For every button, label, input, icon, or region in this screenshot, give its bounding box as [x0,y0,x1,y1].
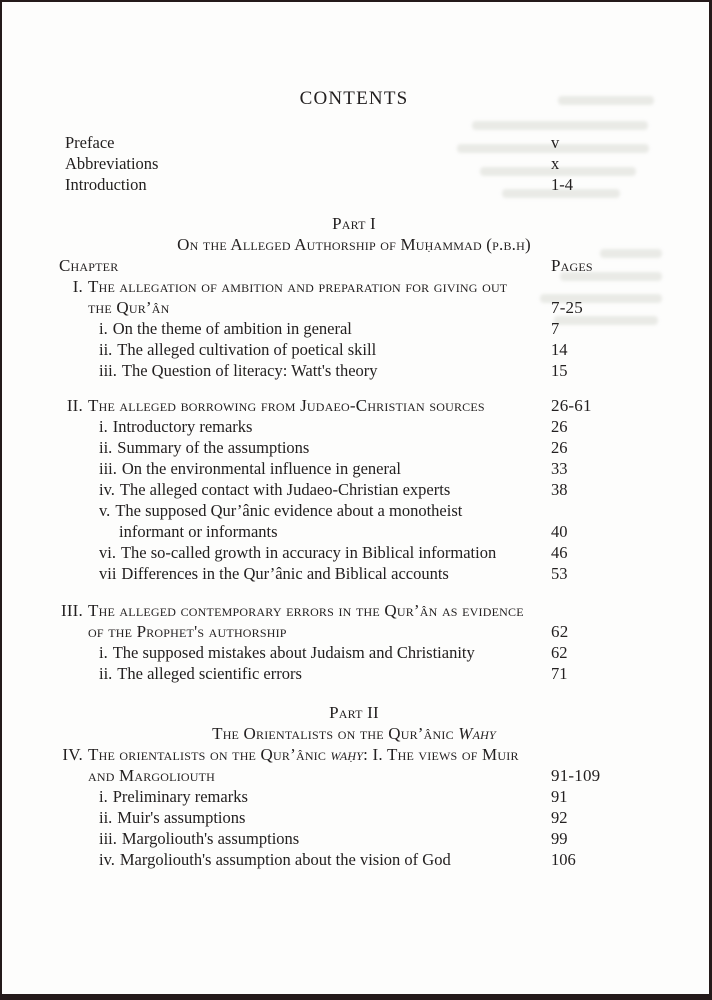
entry-label: Introduction [65,175,147,194]
chapter-title-continuation [59,297,649,318]
chapter-3-section [59,600,649,684]
item-page: 91 [551,787,568,806]
item-label: The Question of literacy: Watt's theory [121,361,378,380]
item-page: 46 [551,543,568,562]
item-label: The supposed mistakes about Judaism and Christianity [112,643,475,662]
toc-item [59,542,649,563]
page-title: CONTENTS [299,88,409,109]
item-label: Margoliouth's assumption about the vision of God [119,850,451,869]
toc-item [59,663,649,684]
chapter-pages: 62 [551,622,569,641]
toc-item-continuation [59,521,649,542]
item-page: 71 [551,664,568,683]
chapter-pages: 91-109 [551,766,601,785]
chapter-pages: 26-61 [551,396,592,415]
item-label: On the environmental influence in general [121,459,401,478]
item-numeral: iv. [99,850,115,869]
chapter-numeral: III. [60,601,83,620]
item-page: 15 [551,361,568,380]
item-page: 106 [551,850,576,869]
item-page: 53 [551,564,568,583]
entry-page: 1-4 [551,175,573,194]
chapter-numeral: II. [66,396,83,415]
chapter-title: The allegation of ambition and preparation for giving out [88,277,508,296]
entry-page: v [551,133,560,152]
toc-item [59,849,649,870]
toc-item [59,500,649,521]
chapter-heading [59,744,649,765]
chapter-numeral: IV. [62,745,83,764]
column-header-chapter: Chapter [59,256,119,275]
toc-item [59,339,649,360]
item-label: Muir's assumptions [117,808,246,827]
part-subtitle [59,723,649,744]
item-label: The alleged scientific errors [117,664,302,683]
item-label: Margoliouth's assumptions [121,829,300,848]
chapter-title-line2: of the Prophet's authorship [88,622,287,641]
item-numeral: iii. [99,361,117,380]
item-page: 40 [551,522,568,541]
item-label: The alleged cultivation of poetical skill [117,340,377,359]
item-numeral: ii. [99,438,113,457]
item-label: The alleged contact with Judaeo-Christian experts [119,480,451,499]
toc-item [59,786,649,807]
entry-label: Abbreviations [65,154,159,173]
chapter-title: The alleged contemporary errors in the Qur’ân as evidence [88,601,524,620]
item-numeral: i. [99,319,108,338]
part-2-section [59,702,649,870]
chapter-title-line2: the Qur’ân [88,298,170,317]
item-numeral: ii. [99,664,113,683]
toc-item [59,563,649,584]
item-page: 99 [551,829,568,848]
part-1-section [59,213,649,684]
item-label: Differences in the Qur’ânic and Biblical accounts [121,564,449,583]
chapter-title-continuation [59,621,649,642]
item-numeral: ii. [99,808,113,827]
item-label: The so-called growth in accuracy in Biblical information [120,543,497,562]
chapter-title-continuation [59,765,649,786]
item-label-line2: informant or informants [119,522,278,541]
entry-label: Preface [65,133,115,152]
item-numeral: ii. [99,340,113,359]
item-numeral: v. [99,501,111,520]
item-label: Preliminary remarks [112,787,248,806]
column-header-pages: Pages [551,256,593,275]
toc-item [59,437,649,458]
item-label: On the theme of ambition in general [112,319,352,338]
item-numeral: vii [99,564,117,583]
toc-content [59,2,649,870]
front-matter-entry [59,174,649,195]
toc-item [59,479,649,500]
item-page: 92 [551,808,568,827]
front-matter-entry [59,153,649,174]
toc-item [59,318,649,339]
column-headers [59,255,649,276]
part-heading: Part I [332,214,376,233]
toc-item [59,642,649,663]
chapter-heading [59,600,649,621]
front-matter-entry [59,132,649,153]
item-page: 7 [551,319,560,338]
part-subtitle-italic-term: Wahy [458,724,496,743]
part-heading: Part II [329,703,379,722]
item-page: 33 [551,459,568,478]
item-numeral: vi. [99,543,116,562]
item-page: 26 [551,438,568,457]
chapter-pages: 7-25 [551,298,583,317]
item-label: The supposed Qur’ânic evidence about a monotheist [115,501,463,520]
chapter-heading [59,395,649,416]
entry-page: x [551,154,560,173]
item-numeral: i. [99,787,108,806]
toc-item [59,416,649,437]
item-numeral: i. [99,643,108,662]
item-page: 14 [551,340,568,359]
item-numeral: iii. [99,459,117,478]
chapter-title: The orientalists on the Qur’ânic waḥy: I. The views of Muir [88,745,519,764]
toc-item [59,360,649,381]
item-label: Summary of the assumptions [117,438,310,457]
part-subtitle: On the Alleged Authorship of Muḥammad (p.b.h) [177,235,531,254]
chapter-heading [59,276,649,297]
item-numeral: iii. [99,829,117,848]
part-subtitle-text: The Orientalists on the Qur’ânic [212,724,459,743]
item-page: 38 [551,480,568,499]
chapter-title: The alleged borrowing from Judaeo-Christian sources [88,396,485,415]
item-page: 26 [551,417,568,436]
item-label: Introductory remarks [112,417,253,436]
item-numeral: iv. [99,480,115,499]
chapter-2-section [59,395,649,584]
chapter-numeral: I. [72,277,83,296]
chapter-title-italic-term: waḥy [330,745,364,764]
chapter-title-line2: and Margoliouth [88,766,216,785]
toc-item [59,828,649,849]
toc-item [59,458,649,479]
item-numeral: i. [99,417,108,436]
toc-item [59,807,649,828]
item-page: 62 [551,643,568,662]
front-matter [59,132,649,195]
